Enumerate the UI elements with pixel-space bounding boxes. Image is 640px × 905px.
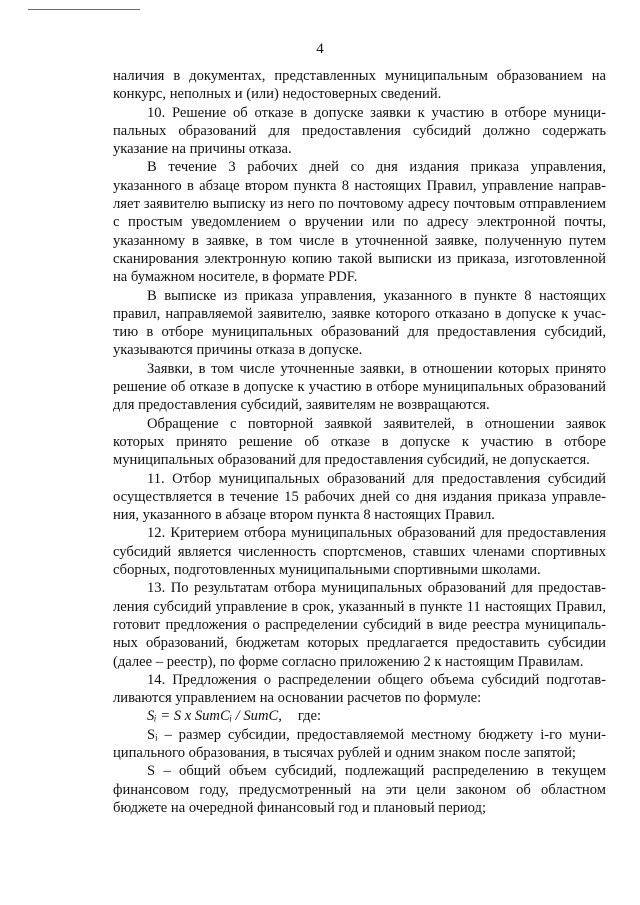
paragraph-def-si: Sᵢ – размер субсидии, предоставляемой местному бюджету i-го муниципального образования, в тысячах рублей и одним знаком после запятой; <box>113 726 606 761</box>
body-text <box>113 67 606 817</box>
page-number: 4 <box>316 41 324 57</box>
paragraph-item-11: 11. Отбор муниципальных образований для предоставления субсидий осуществляется в течение 15 рабочих дней со дня издания приказа управления, указанного в абзаце втором пункта 8 настоящих Правил. <box>113 470 606 524</box>
paragraph-extract-reasons: В выписке из приказа управления, указанного в пункте 8 настоящих правил, направляемой заявителю, заявке которого отказано в допуске к участию в отборе муниципальных образований для предоставления субсидий, указываются причины отказа в допуске. <box>113 287 606 359</box>
paragraph-notification: В течение 3 рабочих дней со дня издания приказа управления, указанного в абзаце втором пункта 8 настоящих Правил, управление направляет заявителю выписку из него по почтовому адресу почтовым отправлением с простым уведомлением о вручении или по адресу электронной почты, указанному в заявке, в том числе в уточненной заявке, полученную путем сканирования электронную копию такой выписки из приказа, изготовленной на бумажном носителе, в формате PDF. <box>113 159 606 286</box>
paragraph-not-returned: Заявки, в том числе уточненные заявки, в отношении которых принято решение об отказе в допуске к участию в отборе муниципальных образований для предоставления субсидий, заявителям не возвращаются. <box>113 360 606 414</box>
paragraph-item-13: 13. По результатам отбора муниципальных образований для предоставления субсидий управление в срок, указанный в пункте 11 настоящих Правил, готовит предложения о распределении субсидий в виде реестра муниципальных образований, бюджетам которых предлагается предоставить субсидии (далее – реестр), по форме согласно приложению 2 к настоящим Правилам. <box>113 580 606 670</box>
paragraph-item-12: 12. Критерием отбора муниципальных образований для предоставления субсидий является численность спортсменов, ставших членами спортивных сборных, подготовленных муниципальными спортивными школами. <box>113 525 606 579</box>
paragraph-def-s: S – общий объем субсидий, подлежащий распределению в текущем финансовом году, предусмотренный на эти цели законом об областном бюджете на очередной финансовый год и плановый период; <box>113 763 606 816</box>
paragraph-item-10: 10. Решение об отказе в допуске заявки к участию в отборе муниципальных образований для предоставления субсидий должно содержать указание на причины отказа. <box>113 104 606 158</box>
paragraph-continuation: наличия в документах, представленных муниципальным образованием на конкурс, неполных и (или) недостоверных сведений. <box>113 68 606 103</box>
formula-expression: Sᵢ = S x SumCᵢ / SumC, <box>147 708 282 725</box>
subsidy-formula <box>113 707 606 725</box>
top-rule <box>28 9 140 10</box>
formula-where: где: <box>297 708 322 725</box>
paragraph-item-14: 14. Предложения о распределении общего объема субсидий подготавливаются управлением на основании расчетов по формуле: <box>113 671 606 707</box>
paragraph-repeat-application: Обращение с повторной заявкой заявителей, в отношении заявок которых принято решение об отказе в допуске к участию в отборе муниципальных образований для предоставления субсидий, не допускается. <box>113 415 606 469</box>
